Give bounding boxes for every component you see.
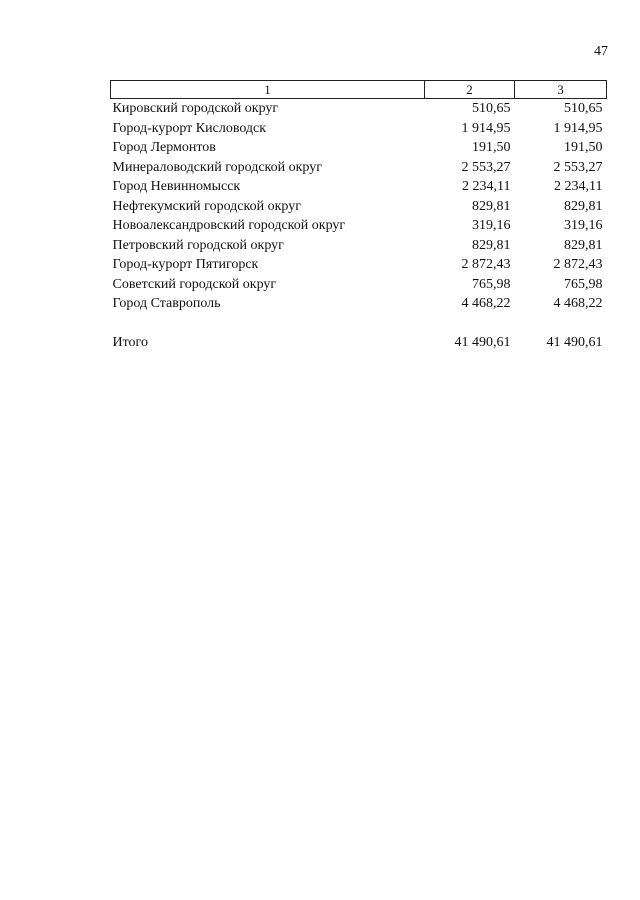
table-row <box>111 197 607 217</box>
row-value-col3: 510,65 <box>564 101 603 116</box>
row-name: Кировский городской округ <box>112 101 279 116</box>
row-value-col2: 2 234,11 <box>462 179 511 194</box>
row-value-col3: 2 553,27 <box>553 159 603 175</box>
table-row <box>111 119 607 139</box>
table-row <box>111 99 607 119</box>
table-row <box>111 138 607 158</box>
row-value-col2: 2 872,43 <box>461 257 511 272</box>
row-value-col3: 2 872,43 <box>553 257 603 272</box>
row-value-col3: 191,50 <box>564 140 603 155</box>
table-header-row <box>111 81 607 99</box>
row-name: Советский городской округ <box>112 276 277 292</box>
table-spacer-row <box>111 314 607 333</box>
table-row <box>111 216 607 236</box>
column-header-3: 3 <box>515 81 607 99</box>
row-name: Новоалександровский городской округ <box>112 218 346 233</box>
row-value-col3: 319,16 <box>564 218 603 233</box>
table-total-row <box>111 333 607 353</box>
row-value-col2: 1 914,95 <box>461 120 511 136</box>
total-label: Итого <box>112 334 148 350</box>
page-number: 47 <box>594 44 608 59</box>
row-value-col2: 510,65 <box>472 101 511 116</box>
row-value-col2: 2 553,27 <box>461 159 511 175</box>
data-table <box>110 80 607 352</box>
row-value-col3: 1 914,95 <box>553 120 603 136</box>
row-value-col3: 829,81 <box>564 237 603 253</box>
table-row <box>111 177 607 197</box>
row-name: Город Невинномысск <box>112 179 241 194</box>
row-name: Город-курорт Кисловодск <box>112 120 267 136</box>
table-row <box>111 236 607 256</box>
row-name: Минераловодский городской округ <box>112 159 322 175</box>
row-name: Петровский городской округ <box>112 237 284 253</box>
row-value-col2: 829,81 <box>472 198 511 214</box>
total-value-col2: 41 490,61 <box>454 334 511 350</box>
row-value-col3: 4 468,22 <box>553 296 603 311</box>
column-header-1: 1 <box>111 81 425 99</box>
row-value-col3: 829,81 <box>564 198 603 214</box>
row-value-col3: 765,98 <box>564 276 603 292</box>
row-value-col2: 829,81 <box>472 237 511 253</box>
table-row <box>111 255 607 275</box>
row-name: Нефтекумский городской округ <box>112 198 301 214</box>
row-name: Город Ставрополь <box>112 296 221 311</box>
table-row <box>111 158 607 178</box>
row-value-col2: 191,50 <box>472 140 511 155</box>
row-value-col2: 319,16 <box>472 218 511 233</box>
total-value-col3: 41 490,61 <box>546 334 603 350</box>
row-value-col2: 4 468,22 <box>461 296 511 311</box>
table-row <box>111 294 607 314</box>
row-name: Город-курорт Пятигорск <box>112 257 259 272</box>
table-row <box>111 275 607 295</box>
row-value-col2: 765,98 <box>472 276 511 292</box>
row-name: Город Лермонтов <box>112 140 216 155</box>
column-header-2: 2 <box>425 81 515 99</box>
row-value-col3: 2 234,11 <box>554 179 603 194</box>
